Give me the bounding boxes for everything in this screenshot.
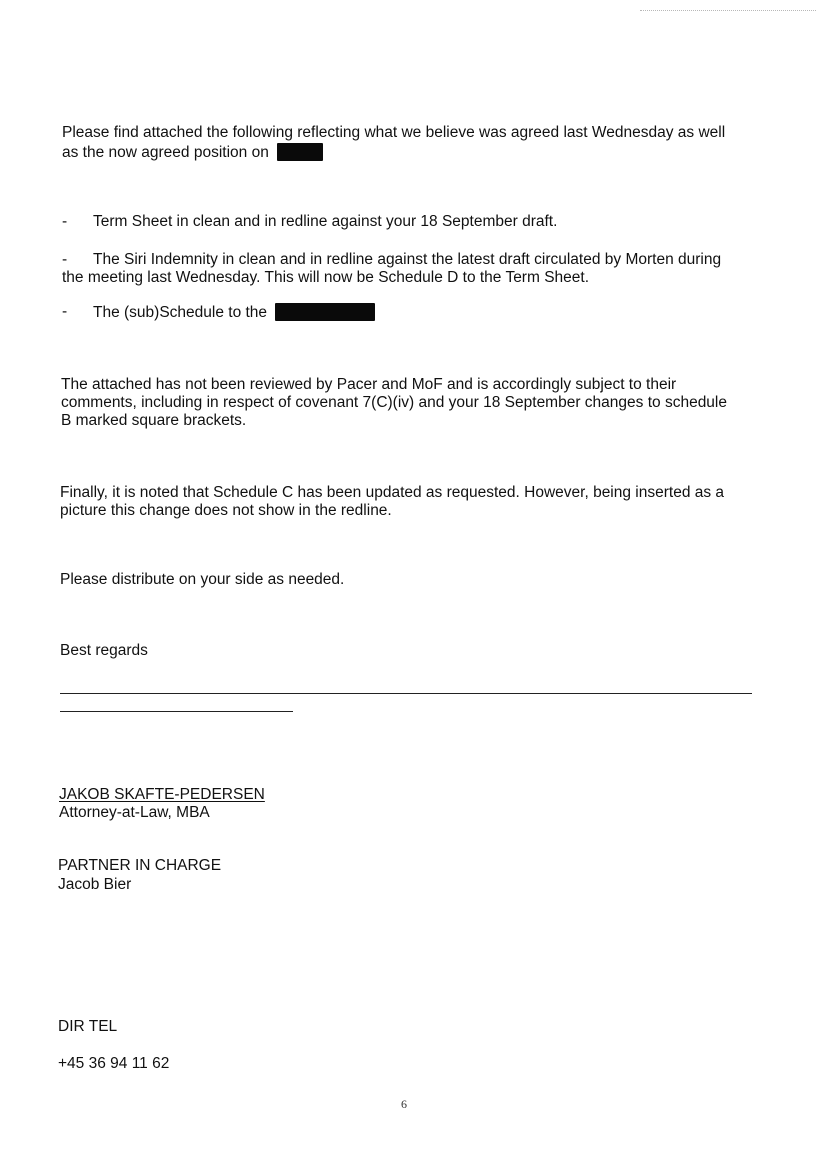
closing: Best regards — [60, 642, 148, 659]
review-note-line-2: comments, including in respect of covenant 7(C)(iv) and your 18 September changes to schedule — [61, 394, 727, 411]
bullet-3-text — [93, 303, 375, 322]
intro-line-2 — [62, 143, 323, 162]
signature-name: JAKOB SKAFTE-PEDERSEN — [59, 786, 265, 803]
review-note-line-3: B marked square brackets. — [61, 412, 247, 429]
signature-title: Attorney-at-Law, MBA — [59, 804, 210, 821]
bullet-dash: - — [62, 213, 68, 230]
intro-line-2-text: as the now agreed position on — [62, 144, 269, 161]
dir-tel-value: +45 36 94 11 62 — [58, 1055, 170, 1072]
bullet-2-text-line-2: the meeting last Wednesday. This will now be Schedule D to the Term Sheet. — [62, 269, 589, 286]
page-number: 6 — [401, 1097, 407, 1111]
final-note-line-1: Finally, it is noted that Schedule C has been updated as requested. However, being inserted as a — [60, 484, 725, 501]
redaction-block — [275, 303, 375, 321]
intro-line-1: Please find attached the following reflecting what we believe was agreed last Wednesday as well — [62, 124, 726, 141]
redaction-block — [277, 143, 323, 161]
separator-line — [60, 693, 752, 694]
distribute-note: Please distribute on your side as needed. — [60, 571, 345, 588]
scan-edge-artifact — [640, 10, 816, 11]
separator-line-short — [60, 711, 293, 712]
review-note-line-1: The attached has not been reviewed by Pacer and MoF and is accordingly subject to their — [61, 376, 677, 393]
bullet-2-text-line-1: The Siri Indemnity in clean and in redline against the latest draft circulated by Morten during — [93, 251, 722, 268]
bullet-1-text: Term Sheet in clean and in redline against your 18 September draft. — [93, 213, 558, 230]
bullet-dash: - — [62, 251, 68, 268]
final-note-line-2: picture this change does not show in the redline. — [60, 502, 392, 519]
dir-tel-label: DIR TEL — [58, 1018, 118, 1035]
bullet-dash: - — [62, 303, 68, 320]
bullet-3-label: The (sub)Schedule to the — [93, 304, 268, 321]
partner-label: PARTNER IN CHARGE — [58, 857, 222, 874]
partner-name: Jacob Bier — [58, 876, 132, 893]
